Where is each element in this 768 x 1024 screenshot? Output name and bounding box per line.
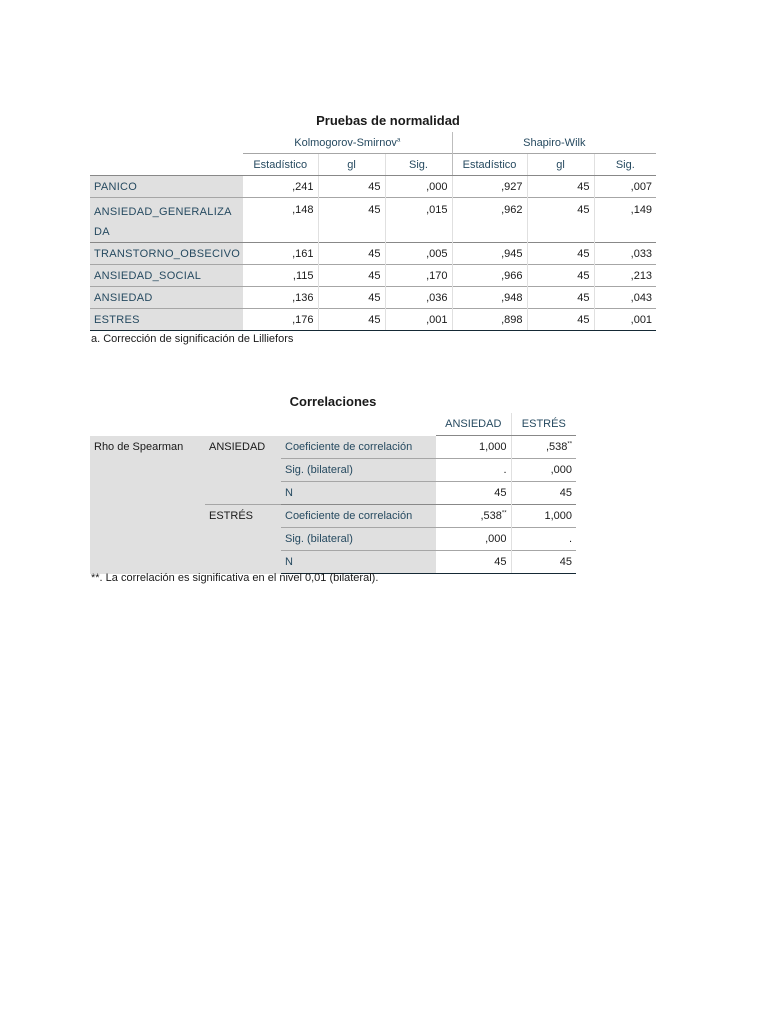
correlations-table-title: Correlaciones bbox=[289, 394, 377, 409]
cell-ansiedad: ,000 bbox=[436, 528, 511, 551]
cell-sw-sig: ,001 bbox=[594, 309, 656, 331]
col-header-sw-stat: Estadístico bbox=[452, 154, 527, 176]
cell-sw-gl: 45 bbox=[527, 176, 594, 198]
stat-label: Sig. (bilateral) bbox=[281, 459, 436, 482]
cell-estres: ,000 bbox=[511, 459, 576, 482]
cell-ansiedad: 45 bbox=[436, 482, 511, 505]
row-label: PANICO bbox=[90, 176, 243, 198]
cell-estres: 45 bbox=[511, 551, 576, 574]
variable-label: ESTRÉS bbox=[205, 505, 281, 574]
corner-cell bbox=[90, 154, 243, 176]
cell-ks-gl: 45 bbox=[318, 265, 385, 287]
cell-sw-sig: ,033 bbox=[594, 243, 656, 265]
column-header-row bbox=[90, 413, 576, 436]
cell-sw-sig: ,149 bbox=[594, 198, 656, 243]
cell-sw-gl: 45 bbox=[527, 198, 594, 243]
cell-ks-stat: ,161 bbox=[243, 243, 318, 265]
cell-estres: . bbox=[511, 528, 576, 551]
col-header-sw-gl: gl bbox=[527, 154, 594, 176]
stat-label: N bbox=[281, 482, 436, 505]
cell-ks-stat: ,148 bbox=[243, 198, 318, 243]
table-row bbox=[90, 436, 576, 459]
cell-sw-stat: ,948 bbox=[452, 287, 527, 309]
corner-cell bbox=[90, 413, 436, 436]
table-row bbox=[90, 309, 656, 331]
stat-label: Coeficiente de correlación bbox=[281, 436, 436, 459]
cell-ks-sig: ,001 bbox=[385, 309, 452, 331]
cell-ks-sig: ,170 bbox=[385, 265, 452, 287]
correlations-footnote: **. La correlación es significativa en el nivel 0,01 (bilateral). bbox=[91, 572, 379, 584]
cell-sw-stat: ,927 bbox=[452, 176, 527, 198]
col-header-ks-gl: gl bbox=[318, 154, 385, 176]
cell-sw-stat: ,945 bbox=[452, 243, 527, 265]
cell-sw-sig: ,043 bbox=[594, 287, 656, 309]
row-label: ESTRES bbox=[90, 309, 243, 331]
row-label: ANSIEDAD_SOCIAL bbox=[90, 265, 243, 287]
corner-cell bbox=[90, 132, 243, 154]
cell-sw-stat: ,966 bbox=[452, 265, 527, 287]
stat-label: Coeficiente de correlación bbox=[281, 505, 436, 528]
cell-ansiedad: 45 bbox=[436, 551, 511, 574]
col-header-ansiedad: ANSIEDAD bbox=[436, 413, 511, 436]
correlations-table bbox=[90, 413, 576, 574]
cell-ks-stat: ,241 bbox=[292, 180, 314, 193]
table-row bbox=[90, 243, 656, 265]
cell-ks-gl: 45 bbox=[318, 198, 385, 243]
cell-ansiedad: 1,000 bbox=[479, 441, 507, 453]
cell-ks-gl: 45 bbox=[318, 309, 385, 331]
stat-label: N bbox=[281, 551, 436, 574]
cell-ks-sig: ,000 bbox=[385, 176, 452, 198]
cell-sw-stat: ,898 bbox=[452, 309, 527, 331]
cell-ansiedad: . bbox=[436, 459, 511, 482]
cell-sw-gl: 45 bbox=[527, 309, 594, 331]
column-header-row bbox=[90, 154, 656, 176]
cell-sw-gl: 45 bbox=[527, 287, 594, 309]
table-row bbox=[90, 287, 656, 309]
stat-label: Sig. (bilateral) bbox=[281, 528, 436, 551]
normality-table-title: Pruebas de normalidad bbox=[316, 113, 460, 128]
cell-ks-stat: ,176 bbox=[243, 309, 318, 331]
table-row bbox=[90, 198, 656, 243]
group-header-ks: Kolmogorov-Smirnov$^a$ bbox=[294, 136, 401, 149]
col-header-ks-stat: Estadístico bbox=[243, 154, 318, 176]
group-header-sw: Shapiro-Wilk bbox=[452, 132, 656, 154]
cell-sw-stat: ,962 bbox=[452, 198, 527, 243]
cell-ansiedad: ,538** bbox=[436, 505, 511, 528]
cell-sw-sig: ,007 bbox=[594, 176, 656, 198]
row-label: TRANSTORNO_OBSECIVO bbox=[90, 243, 243, 265]
group-header-row bbox=[90, 132, 656, 154]
cell-estres: 1,000 bbox=[511, 505, 576, 528]
cell-ks-sig: ,036 bbox=[385, 287, 452, 309]
cell-sw-gl: 45 bbox=[527, 243, 594, 265]
cell-ks-stat: ,136 bbox=[243, 287, 318, 309]
table-row bbox=[90, 176, 656, 198]
cell-estres: 45 bbox=[511, 482, 576, 505]
col-header-sw-sig: Sig. bbox=[594, 154, 656, 176]
method-label: Rho de Spearman bbox=[90, 436, 205, 574]
cell-sw-sig: ,213 bbox=[594, 265, 656, 287]
cell-ks-gl: 45 bbox=[318, 176, 385, 198]
cell-sw-gl: 45 bbox=[527, 265, 594, 287]
normality-table bbox=[90, 132, 656, 331]
table-row bbox=[90, 265, 656, 287]
col-header-estres: ESTRÉS bbox=[511, 413, 576, 436]
col-header-ks-sig: Sig. bbox=[385, 154, 452, 176]
cell-estres: ,538** bbox=[511, 436, 576, 459]
cell-ks-sig: ,015 bbox=[385, 198, 452, 243]
cell-ks-gl: 45 bbox=[318, 287, 385, 309]
variable-label: ANSIEDAD bbox=[205, 436, 281, 505]
cell-ks-stat: ,115 bbox=[243, 265, 318, 287]
row-label: ANSIEDAD_GENERALIZADA bbox=[90, 198, 243, 243]
row-label: ANSIEDAD bbox=[90, 287, 243, 309]
cell-ks-sig: ,005 bbox=[385, 243, 452, 265]
cell-ks-gl: 45 bbox=[318, 243, 385, 265]
normality-footnote: a. Corrección de significación de Lilliefors bbox=[91, 333, 294, 345]
